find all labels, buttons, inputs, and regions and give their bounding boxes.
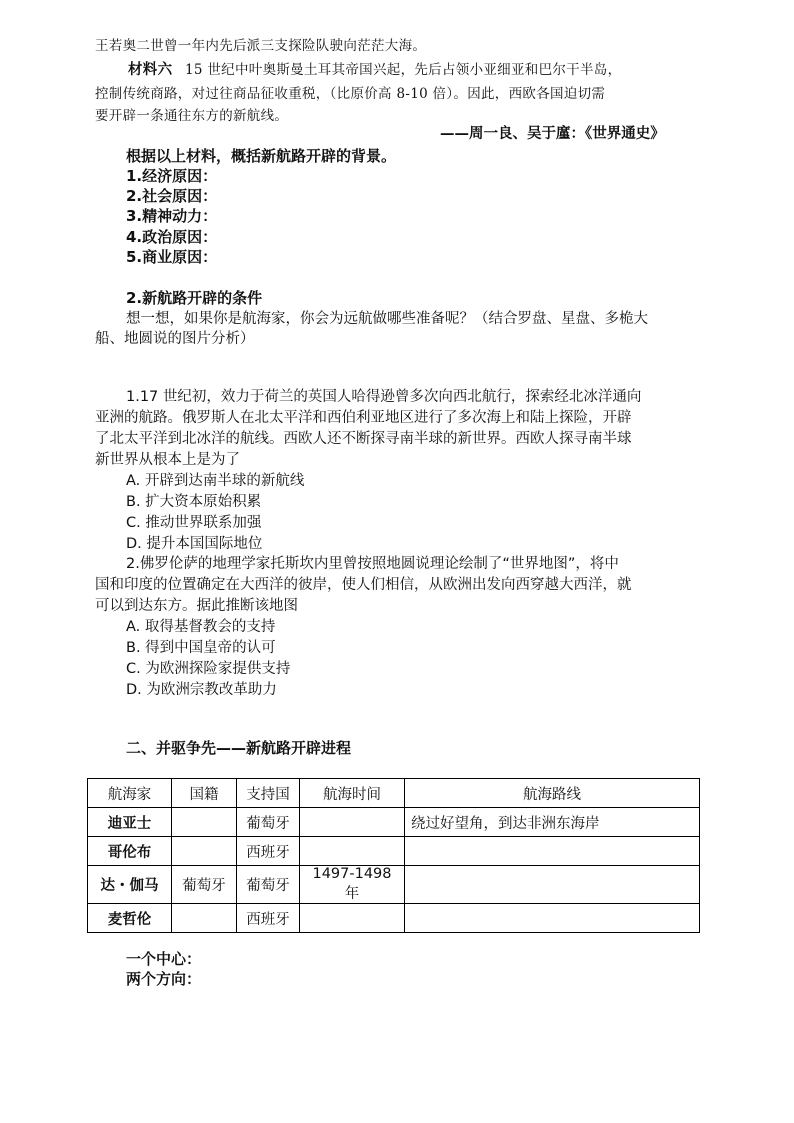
material-six-line3: 要开辟一条通往东方的新航线。 xyxy=(95,108,289,124)
material-six-line2: 控制传统商路，对过往商品征收重税，（比原价高 8-10 倍）。因此，西欧各国迫切需 xyxy=(95,86,606,102)
cell-nationality xyxy=(172,837,237,866)
q1-line3: 了北太平洋到北冰洋的航线。西欧人还不断探寻南半球的新世界。西欧人探寻南半球 xyxy=(95,431,632,447)
table-header-row xyxy=(88,779,700,808)
header-nationality: 国籍 xyxy=(172,779,237,808)
task-item-social: 2.社会原因： xyxy=(126,187,218,205)
task-item-political: 4.政治原因： xyxy=(126,228,218,246)
q1-option-c: C. 推动世界联系加强 xyxy=(126,515,262,531)
navigation-table xyxy=(87,778,700,933)
conditions-heading: 2.新航路开辟的条件 xyxy=(126,289,263,307)
q1-line2: 亚洲的航路。俄罗斯人在北太平洋和西伯利亚地区进行了多次海上和陆上探险，开辟 xyxy=(95,410,632,426)
summary-center: 一个中心： xyxy=(126,950,202,968)
cell-voyage-route xyxy=(405,837,700,866)
material-six-label: 材料六 xyxy=(128,62,173,78)
cell-voyage-time xyxy=(300,904,405,933)
cell-nationality: 葡萄牙 xyxy=(172,866,237,904)
cell-voyage-route: 绕过好望角，到达非洲东海岸 xyxy=(405,808,700,837)
q1-option-a: A. 开辟到达南半球的新航线 xyxy=(126,473,305,489)
cell-voyage-time: 1497-1498 年 xyxy=(300,866,405,904)
material-six-text1: 15 世纪中叶奥斯曼土耳其帝国兴起，先后占领小亚细亚和巴尔干半岛， xyxy=(185,62,622,78)
task-item-commercial: 5.商业原因： xyxy=(126,248,218,266)
header-voyage-route: 航海路线 xyxy=(405,779,700,808)
table-row xyxy=(88,904,700,933)
task-prompt: 根据以上材料，概括新航路开辟的背景。 xyxy=(126,147,397,165)
header-sponsor: 支持国 xyxy=(237,779,300,808)
header-navigator: 航海家 xyxy=(88,779,172,808)
material-six-line1 xyxy=(128,60,621,80)
q1-option-b: B. 扩大资本原始积累 xyxy=(126,494,262,510)
q1-option-d: D. 提升本国国际地位 xyxy=(126,536,263,552)
q2-option-d: D. 为欧洲宗教改革助力 xyxy=(126,682,277,698)
q1-line1: 1.17 世纪初，效力于荷兰的英国人哈得逊曾多次向西北航行，探索经北冰洋通向 xyxy=(126,389,642,405)
cell-sponsor: 葡萄牙 xyxy=(237,866,300,904)
material-carryover-line: 王若奥二世曾一年内先后派三支探险队驶向茫茫大海。 xyxy=(95,38,427,54)
q2-option-a: A. 取得基督教会的支持 xyxy=(126,619,276,635)
cell-voyage-route xyxy=(405,904,700,933)
header-voyage-time: 航海时间 xyxy=(300,779,405,808)
q2-line2: 国和印度的位置确定在大西洋的彼岸，使人们相信，从欧洲出发向西穿越大西洋，就 xyxy=(95,577,632,593)
cell-voyage-time xyxy=(300,837,405,866)
task-item-spiritual: 3.精神动力： xyxy=(126,207,218,225)
q2-option-b: B. 得到中国皇帝的认可 xyxy=(126,640,276,656)
q1-line4: 新世界从根本上是为了 xyxy=(95,452,240,468)
cell-nationality xyxy=(172,904,237,933)
summary-directions: 两个方向： xyxy=(126,970,202,988)
section2-heading: 二、并驱争先——新航路开辟进程 xyxy=(126,739,352,757)
q2-option-c: C. 为欧洲探险家提供支持 xyxy=(126,661,291,677)
cell-sponsor: 西班牙 xyxy=(237,904,300,933)
cell-nationality xyxy=(172,808,237,837)
cell-navigator: 麦哲伦 xyxy=(88,904,172,933)
cell-voyage-time xyxy=(300,808,405,837)
cell-sponsor: 葡萄牙 xyxy=(237,808,300,837)
conditions-line2: 船、地圆说的图片分析） xyxy=(95,331,255,347)
cell-navigator: 达・伽马 xyxy=(88,866,172,904)
conditions-line1: 想一想，如果你是航海家，你会为远航做哪些准备呢？（结合罗盘、星盘、多桅大 xyxy=(126,311,648,327)
cell-voyage-route xyxy=(405,866,700,904)
task-item-economic: 1.经济原因： xyxy=(126,167,218,185)
cell-sponsor: 西班牙 xyxy=(237,837,300,866)
material-source: ——周一良、吴于廑：《世界通史》 xyxy=(440,126,665,142)
q2-line1: 2.佛罗伦萨的地理学家托斯坎内里曾按照地圆说理论绘制了“世界地图”，将中 xyxy=(126,556,619,572)
table-row xyxy=(88,808,700,837)
q2-line3: 可以到达东方。据此推断该地图 xyxy=(95,598,298,614)
table-row xyxy=(88,866,700,904)
table-row xyxy=(88,837,700,866)
cell-navigator: 迪亚士 xyxy=(88,808,172,837)
cell-navigator: 哥伦布 xyxy=(88,837,172,866)
